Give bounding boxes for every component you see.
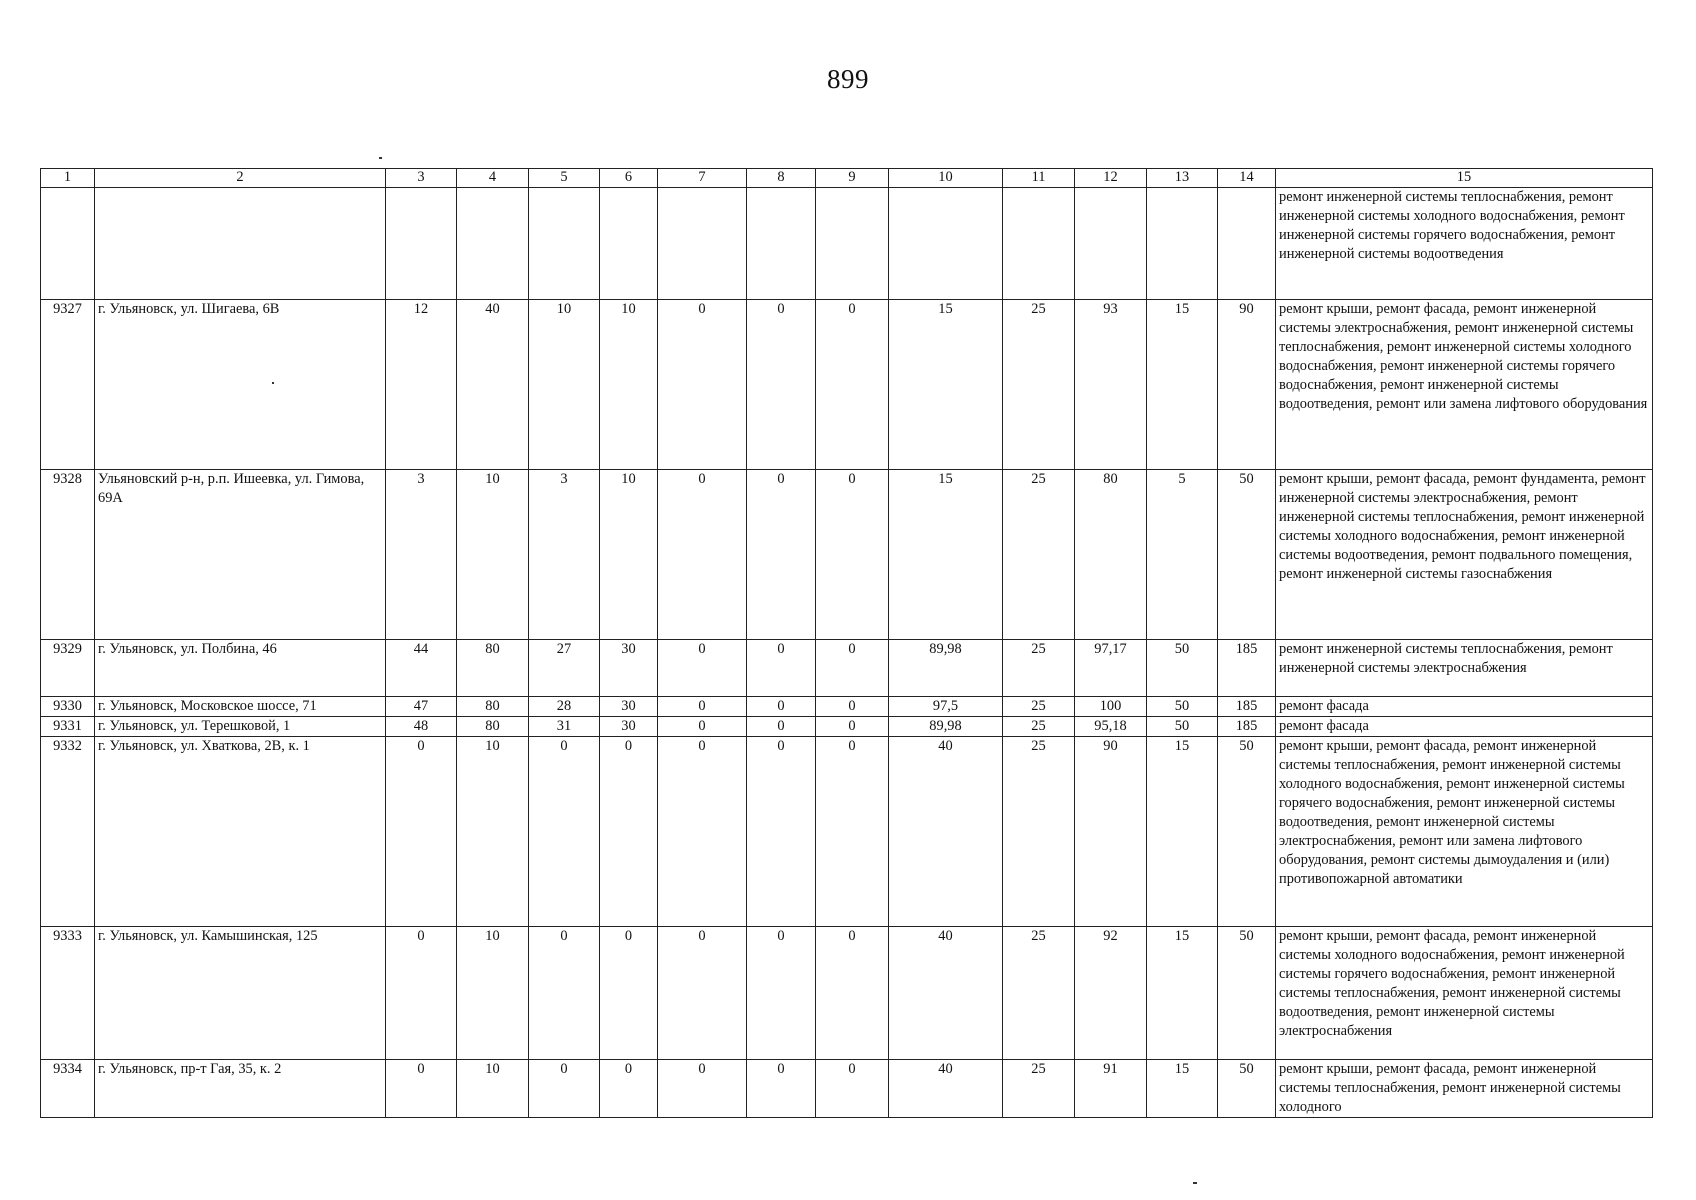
value-cell: 95,18 <box>1075 717 1147 737</box>
value-cell: 0 <box>600 737 658 927</box>
value-cell: 0 <box>816 640 889 697</box>
value-cell: 50 <box>1147 717 1218 737</box>
cell-empty <box>889 188 1003 300</box>
cell-empty <box>1218 188 1276 300</box>
value-cell: 25 <box>1003 470 1075 640</box>
value-cell: 10 <box>600 470 658 640</box>
address-cell: г. Ульяновск, ул. Камышинская, 125 <box>95 927 386 1060</box>
value-cell: 0 <box>529 1060 600 1118</box>
value-cell: 28 <box>529 697 600 717</box>
value-cell: 0 <box>658 1060 747 1118</box>
column-number-header: 12 <box>1075 169 1147 188</box>
value-cell: 0 <box>658 737 747 927</box>
works-description: ремонт крыши, ремонт фасада, ремонт фундамента, ремонт инженерной системы электроснабжения, ремонт инженерной системы теплоснабжения, ремонт инженерной системы холодного водоснабжения, ремонт инженерной системы водоотведения, ремонт подвального помещения, ремонт инженерной системы газоснабжения <box>1276 470 1653 640</box>
cell-empty <box>95 188 386 300</box>
value-cell: 3 <box>529 470 600 640</box>
value-cell: 100 <box>1075 697 1147 717</box>
value-cell: 31 <box>529 717 600 737</box>
value-cell: 80 <box>457 640 529 697</box>
cell-empty <box>816 188 889 300</box>
value-cell: 10 <box>600 300 658 470</box>
value-cell: 185 <box>1218 717 1276 737</box>
row-number: 9327 <box>41 300 95 470</box>
address-cell: г. Ульяновск, ул. Терешковой, 1 <box>95 717 386 737</box>
value-cell: 50 <box>1147 640 1218 697</box>
value-cell: 0 <box>747 697 816 717</box>
continuation-row <box>41 188 1653 300</box>
column-number-header: 8 <box>747 169 816 188</box>
scan-speck <box>1193 1182 1197 1184</box>
row-number: 9332 <box>41 737 95 927</box>
column-number-header: 4 <box>457 169 529 188</box>
value-cell: 0 <box>816 717 889 737</box>
value-cell: 50 <box>1218 470 1276 640</box>
works-description: ремонт инженерной системы теплоснабжения, ремонт инженерной системы электроснабжения <box>1276 640 1653 697</box>
table-row <box>41 717 1653 737</box>
value-cell: 92 <box>1075 927 1147 1060</box>
value-cell: 90 <box>1218 300 1276 470</box>
value-cell: 5 <box>1147 470 1218 640</box>
cell-empty <box>457 188 529 300</box>
value-cell: 0 <box>747 1060 816 1118</box>
value-cell: 15 <box>1147 300 1218 470</box>
value-cell: 0 <box>386 737 457 927</box>
value-cell: 27 <box>529 640 600 697</box>
value-cell: 0 <box>600 1060 658 1118</box>
value-cell: 15 <box>1147 737 1218 927</box>
row-number: 9330 <box>41 697 95 717</box>
value-cell: 0 <box>816 470 889 640</box>
value-cell: 185 <box>1218 697 1276 717</box>
value-cell: 30 <box>600 640 658 697</box>
value-cell: 80 <box>457 717 529 737</box>
cell-empty <box>658 188 747 300</box>
value-cell: 48 <box>386 717 457 737</box>
value-cell: 10 <box>529 300 600 470</box>
value-cell: 50 <box>1218 1060 1276 1118</box>
column-number-header: 3 <box>386 169 457 188</box>
column-number-header: 13 <box>1147 169 1218 188</box>
column-number-header: 9 <box>816 169 889 188</box>
value-cell: 3 <box>386 470 457 640</box>
address-cell: г. Ульяновск, пр-т Гая, 35, к. 2 <box>95 1060 386 1118</box>
address-cell: Ульяновский р-н, р.п. Ишеевка, ул. Гимова, 69А <box>95 470 386 640</box>
works-description: ремонт фасада <box>1276 717 1653 737</box>
value-cell: 0 <box>658 927 747 1060</box>
column-number-row <box>41 169 1653 188</box>
value-cell: 25 <box>1003 697 1075 717</box>
value-cell: 0 <box>816 1060 889 1118</box>
address-cell: г. Ульяновск, ул. Хваткова, 2В, к. 1 <box>95 737 386 927</box>
value-cell: 0 <box>816 737 889 927</box>
table-row <box>41 697 1653 717</box>
column-number-header: 6 <box>600 169 658 188</box>
value-cell: 0 <box>747 300 816 470</box>
value-cell: 47 <box>386 697 457 717</box>
value-cell: 0 <box>816 927 889 1060</box>
column-number-header: 11 <box>1003 169 1075 188</box>
value-cell: 0 <box>747 717 816 737</box>
value-cell: 44 <box>386 640 457 697</box>
value-cell: 15 <box>1147 927 1218 1060</box>
cell-empty <box>529 188 600 300</box>
value-cell: 40 <box>889 927 1003 1060</box>
value-cell: 0 <box>658 640 747 697</box>
cell-empty <box>1075 188 1147 300</box>
value-cell: 0 <box>386 927 457 1060</box>
column-number-header: 7 <box>658 169 747 188</box>
works-description: ремонт крыши, ремонт фасада, ремонт инженерной системы теплоснабжения, ремонт инженерной системы холодного водоснабжения, ремонт инженерной системы горячего водоснабжения, ремонт инженерной системы водоотведения, ремонт инженерной системы электроснабжения, ремонт или замена лифтового оборудования, ремонт системы дымоудаления и (или) противопожарной автоматики <box>1276 737 1653 927</box>
value-cell: 40 <box>889 737 1003 927</box>
value-cell: 0 <box>658 697 747 717</box>
works-table <box>40 168 1653 1118</box>
value-cell: 25 <box>1003 717 1075 737</box>
value-cell: 91 <box>1075 1060 1147 1118</box>
value-cell: 0 <box>658 300 747 470</box>
value-cell: 15 <box>889 300 1003 470</box>
table-row <box>41 737 1653 927</box>
value-cell: 15 <box>889 470 1003 640</box>
value-cell: 0 <box>600 927 658 1060</box>
value-cell: 25 <box>1003 737 1075 927</box>
value-cell: 0 <box>529 927 600 1060</box>
value-cell: 25 <box>1003 640 1075 697</box>
value-cell: 97,5 <box>889 697 1003 717</box>
works-description: ремонт крыши, ремонт фасада, ремонт инженерной системы электроснабжения, ремонт инженерной системы теплоснабжения, ремонт инженерной системы холодного водоснабжения, ремонт инженерной системы горячего водоснабжения, ремонт инженерной системы водоотведения, ремонт или замена лифтового оборудования <box>1276 300 1653 470</box>
value-cell: 93 <box>1075 300 1147 470</box>
page-number: 899 <box>827 64 869 94</box>
address-cell: г. Ульяновск, ул. Полбина, 46 <box>95 640 386 697</box>
row-number: 9331 <box>41 717 95 737</box>
value-cell: 0 <box>816 697 889 717</box>
cell-empty <box>747 188 816 300</box>
value-cell: 0 <box>658 717 747 737</box>
value-cell: 50 <box>1147 697 1218 717</box>
row-number: 9329 <box>41 640 95 697</box>
works-description: ремонт фасада <box>1276 697 1653 717</box>
row-number: 9333 <box>41 927 95 1060</box>
value-cell: 0 <box>529 737 600 927</box>
table-row <box>41 927 1653 1060</box>
table-row <box>41 470 1653 640</box>
value-cell: 30 <box>600 697 658 717</box>
value-cell: 40 <box>457 300 529 470</box>
value-cell: 50 <box>1218 927 1276 1060</box>
cell-empty <box>386 188 457 300</box>
table-row <box>41 640 1653 697</box>
column-number-header: 2 <box>95 169 386 188</box>
cell-empty <box>1003 188 1075 300</box>
column-number-header: 15 <box>1276 169 1653 188</box>
value-cell: 25 <box>1003 927 1075 1060</box>
value-cell: 10 <box>457 1060 529 1118</box>
value-cell: 15 <box>1147 1060 1218 1118</box>
column-number-header: 10 <box>889 169 1003 188</box>
value-cell: 10 <box>457 470 529 640</box>
scan-speck <box>379 157 382 159</box>
value-cell: 89,98 <box>889 717 1003 737</box>
value-cell: 25 <box>1003 300 1075 470</box>
works-description: ремонт крыши, ремонт фасада, ремонт инженерной системы теплоснабжения, ремонт инженерной системы холодного <box>1276 1060 1653 1118</box>
address-cell: г. Ульяновск, Московское шоссе, 71 <box>95 697 386 717</box>
cell-empty <box>600 188 658 300</box>
column-number-header: 14 <box>1218 169 1276 188</box>
value-cell: 0 <box>747 737 816 927</box>
works-description: ремонт крыши, ремонт фасада, ремонт инженерной системы холодного водоснабжения, ремонт инженерной системы горячего водоснабжения, ремонт инженерной системы теплоснабжения, ремонт инженерной системы водоотведения, ремонт инженерной системы электроснабжения <box>1276 927 1653 1060</box>
value-cell: 50 <box>1218 737 1276 927</box>
value-cell: 10 <box>457 927 529 1060</box>
value-cell: 97,17 <box>1075 640 1147 697</box>
address-cell: г. Ульяновск, ул. Шигаева, 6В <box>95 300 386 470</box>
column-number-header: 5 <box>529 169 600 188</box>
column-number-header: 1 <box>41 169 95 188</box>
value-cell: 90 <box>1075 737 1147 927</box>
value-cell: 0 <box>747 470 816 640</box>
value-cell: 0 <box>747 927 816 1060</box>
value-cell: 40 <box>889 1060 1003 1118</box>
value-cell: 10 <box>457 737 529 927</box>
table-row <box>41 1060 1653 1118</box>
value-cell: 12 <box>386 300 457 470</box>
cell-empty <box>41 188 95 300</box>
cell-empty <box>1147 188 1218 300</box>
value-cell: 185 <box>1218 640 1276 697</box>
value-cell: 89,98 <box>889 640 1003 697</box>
works-description: ремонт инженерной системы теплоснабжения, ремонт инженерной системы холодного водоснабжения, ремонт инженерной системы горячего водоснабжения, ремонт инженерной системы водоотведения <box>1276 188 1653 300</box>
value-cell: 80 <box>457 697 529 717</box>
row-number: 9334 <box>41 1060 95 1118</box>
value-cell: 80 <box>1075 470 1147 640</box>
value-cell: 25 <box>1003 1060 1075 1118</box>
value-cell: 30 <box>600 717 658 737</box>
value-cell: 0 <box>747 640 816 697</box>
table-row <box>41 300 1653 470</box>
row-number: 9328 <box>41 470 95 640</box>
value-cell: 0 <box>386 1060 457 1118</box>
value-cell: 0 <box>816 300 889 470</box>
value-cell: 0 <box>658 470 747 640</box>
